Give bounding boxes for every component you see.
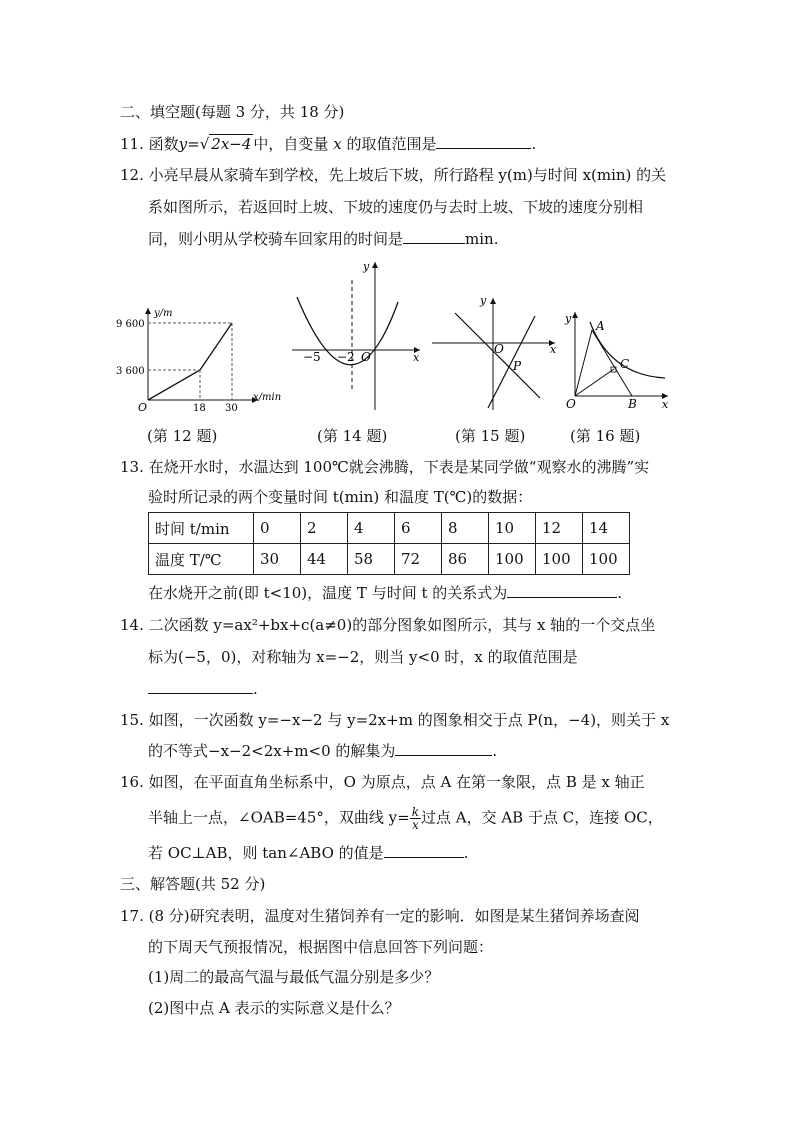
q16-text-d: . [463, 844, 469, 862]
figure-12-graph [116, 308, 281, 414]
fig12-xtick-18: 18 [193, 403, 206, 414]
table-cell: 2 [301, 513, 348, 544]
q16-text-b: 过点 A，交 AB 于点 C，连接 OC， [420, 808, 663, 827]
q14-line-2: 标为(−5，0)，对称轴为 x=−2，则当 y<0 时，x 的取值范围是 [148, 648, 578, 666]
fig15-x-label: x [550, 343, 557, 356]
q15-answer-blank[interactable] [395, 741, 492, 756]
fig16-x-label: x [662, 398, 669, 411]
q11-text-3: 的取值范围是 [346, 135, 437, 153]
q14-line-1: 14. 二次函数 y=ax²+bx+c(a≠0)的部分图象如图所示，其与 x 轴的一个交点坐 [120, 616, 656, 634]
table-cell: 8 [442, 513, 489, 544]
q16-answer-blank[interactable] [384, 843, 464, 858]
table-row [149, 544, 630, 575]
q11-x: x [333, 135, 342, 153]
q13-answer-blank[interactable] [507, 583, 617, 598]
q12-text-b: min. [465, 230, 499, 248]
fig12-ytick-3600: 3 600 [116, 366, 145, 377]
question-11: 11. 函数y=√ 2x−4 中，自变量 x 的取值范围是 . [120, 135, 537, 153]
q16-line-3 [148, 843, 468, 863]
q13-line-2: 验时所记录的两个变量时间 t(min) 和温度 T(℃)的数据： [148, 488, 533, 506]
table-cell: 86 [442, 544, 489, 575]
q15-text-a: 的不等式−x−2<2x+m<0 的解集为 [148, 742, 396, 760]
q14-line-3 [148, 679, 258, 699]
q16-text-a: 半轴上一点，∠OAB=45°，双曲线 y= [148, 808, 410, 827]
table-cell: 10 [489, 513, 536, 544]
section-heading-fill-blank: 二、填空题(每题 3 分，共 18 分) [120, 103, 345, 121]
q16-text-c: 若 OC⊥AB，则 tan∠ABO 的值是 [148, 844, 384, 862]
fig14-origin: O [361, 350, 371, 364]
q11-answer-blank[interactable] [436, 134, 531, 149]
q16-line-1: 16. 如图，在平面直角坐标系中，O 为原点，点 A 在第一象限，点 B 是 x 轴正 [120, 773, 645, 791]
fig16-point-b: B [628, 397, 637, 411]
table-cell: 100 [489, 544, 536, 575]
q14-end: . [253, 680, 258, 698]
table-cell: 100 [583, 544, 630, 575]
q12-line-2: 系如图所示，若返回时上坡、下坡的速度仍与去时上坡、下坡的速度分别相 [148, 198, 644, 216]
q13-text-a: 在水烧开之前(即 t<10)，温度 T 与时间 t 的关系式为 [148, 584, 508, 602]
table-cell: 温度 T/℃ [149, 544, 254, 575]
fig12-ytick-9600: 9 600 [116, 319, 145, 330]
fig15-caption: (第 15 题) [455, 427, 526, 445]
fig14-y-label: y [363, 260, 370, 273]
fig12-origin: O [138, 401, 148, 414]
fig16-y-label: y [565, 312, 572, 325]
q17-part-2: (2)图中点 A 表示的实际意义是什么？ [148, 999, 400, 1017]
fig14-caption: (第 14 题) [317, 427, 388, 445]
q17-line-1: 17. (8 分)研究表明，温度对生猪饲养有一定的影响．如图是某生猪饲养场查阅 [120, 907, 640, 925]
fig12-xlabel: x/min [253, 392, 282, 403]
figure-16-graph [564, 312, 669, 411]
fig15-y-label: y [480, 294, 487, 307]
fig15-origin: O [494, 342, 504, 356]
table-cell: 72 [395, 544, 442, 575]
q16-line-2 [148, 806, 663, 831]
q15-line-1: 15. 如图，一次函数 y=−x−2 与 y=2x+m 的图象相交于点 P(n，−4)，则关于 x [120, 711, 670, 729]
table-cell: 时间 t/min [149, 513, 254, 544]
fig12-path-line [148, 323, 232, 400]
q11-radicand: 2x−4 [211, 135, 252, 153]
section-heading-solutions: 三、解答题(共 52 分) [120, 875, 266, 893]
q11-eq: = [187, 135, 200, 153]
q16-fraction-k-over-x: $\frac{k}{x}$ [411, 805, 419, 832]
q12-answer-blank[interactable] [403, 229, 465, 244]
figures-row [0, 250, 794, 420]
q11-text-1: 函数 [148, 135, 179, 153]
q13-text-b: . [617, 584, 623, 602]
q13-data-table [148, 512, 630, 575]
table-cell: 58 [348, 544, 395, 575]
q11-y: y [178, 135, 188, 153]
fig16-point-c: C [620, 357, 630, 371]
fig12-xtick-30: 30 [225, 403, 238, 414]
table-cell: 14 [583, 513, 630, 544]
q12-line-1: 12. 小亮早晨从家骑车到学校，先上坡后下坡，所行路程 y(m)与时间 x(min) 的关 [120, 166, 667, 184]
fig16-origin: O [566, 397, 576, 411]
q11-end: . [531, 135, 537, 153]
fig12-caption: (第 12 题) [147, 427, 218, 445]
q17-part-1: (1)周二的最高气温与最低气温分别是多少？ [148, 968, 440, 986]
fig16-caption: (第 16 题) [570, 427, 641, 445]
fig14-label-minus5: −5 [303, 350, 321, 364]
fig14-x-label: x [413, 351, 420, 364]
fig15-point-p: P [513, 359, 522, 373]
q11-text-2: 中，自变量 [253, 135, 329, 153]
table-row [149, 513, 630, 544]
table-cell: 6 [395, 513, 442, 544]
table-cell: 4 [348, 513, 395, 544]
q14-answer-blank[interactable] [148, 679, 253, 694]
q15-line-2 [148, 741, 497, 761]
figure-15-graph [432, 294, 557, 410]
fig12-ylabel: y/m [154, 308, 173, 319]
fig16-point-a: A [596, 319, 605, 333]
q11-number: 11. [120, 135, 144, 153]
table-cell: 100 [536, 544, 583, 575]
table-cell: 30 [254, 544, 301, 575]
table-cell: 12 [536, 513, 583, 544]
q12-line-3 [148, 229, 498, 249]
figure-14-graph [292, 260, 420, 410]
fig14-label-minus2: −2 [337, 350, 355, 364]
q13-line-3 [148, 583, 622, 603]
q12-text-a: 同，则小明从学校骑车回家用的时间是 [148, 230, 404, 248]
q15-text-b: . [492, 742, 498, 760]
table-cell: 44 [301, 544, 348, 575]
q17-line-2: 的下周天气预报情况，根据图中信息回答下列问题： [148, 938, 494, 956]
fig15-line-2 [488, 316, 535, 408]
table-cell: 0 [254, 513, 301, 544]
q13-line-1: 13. 在烧开水时，水温达到 100℃就会沸腾，下表是某同学做“观察水的沸腾”实 [120, 458, 650, 476]
